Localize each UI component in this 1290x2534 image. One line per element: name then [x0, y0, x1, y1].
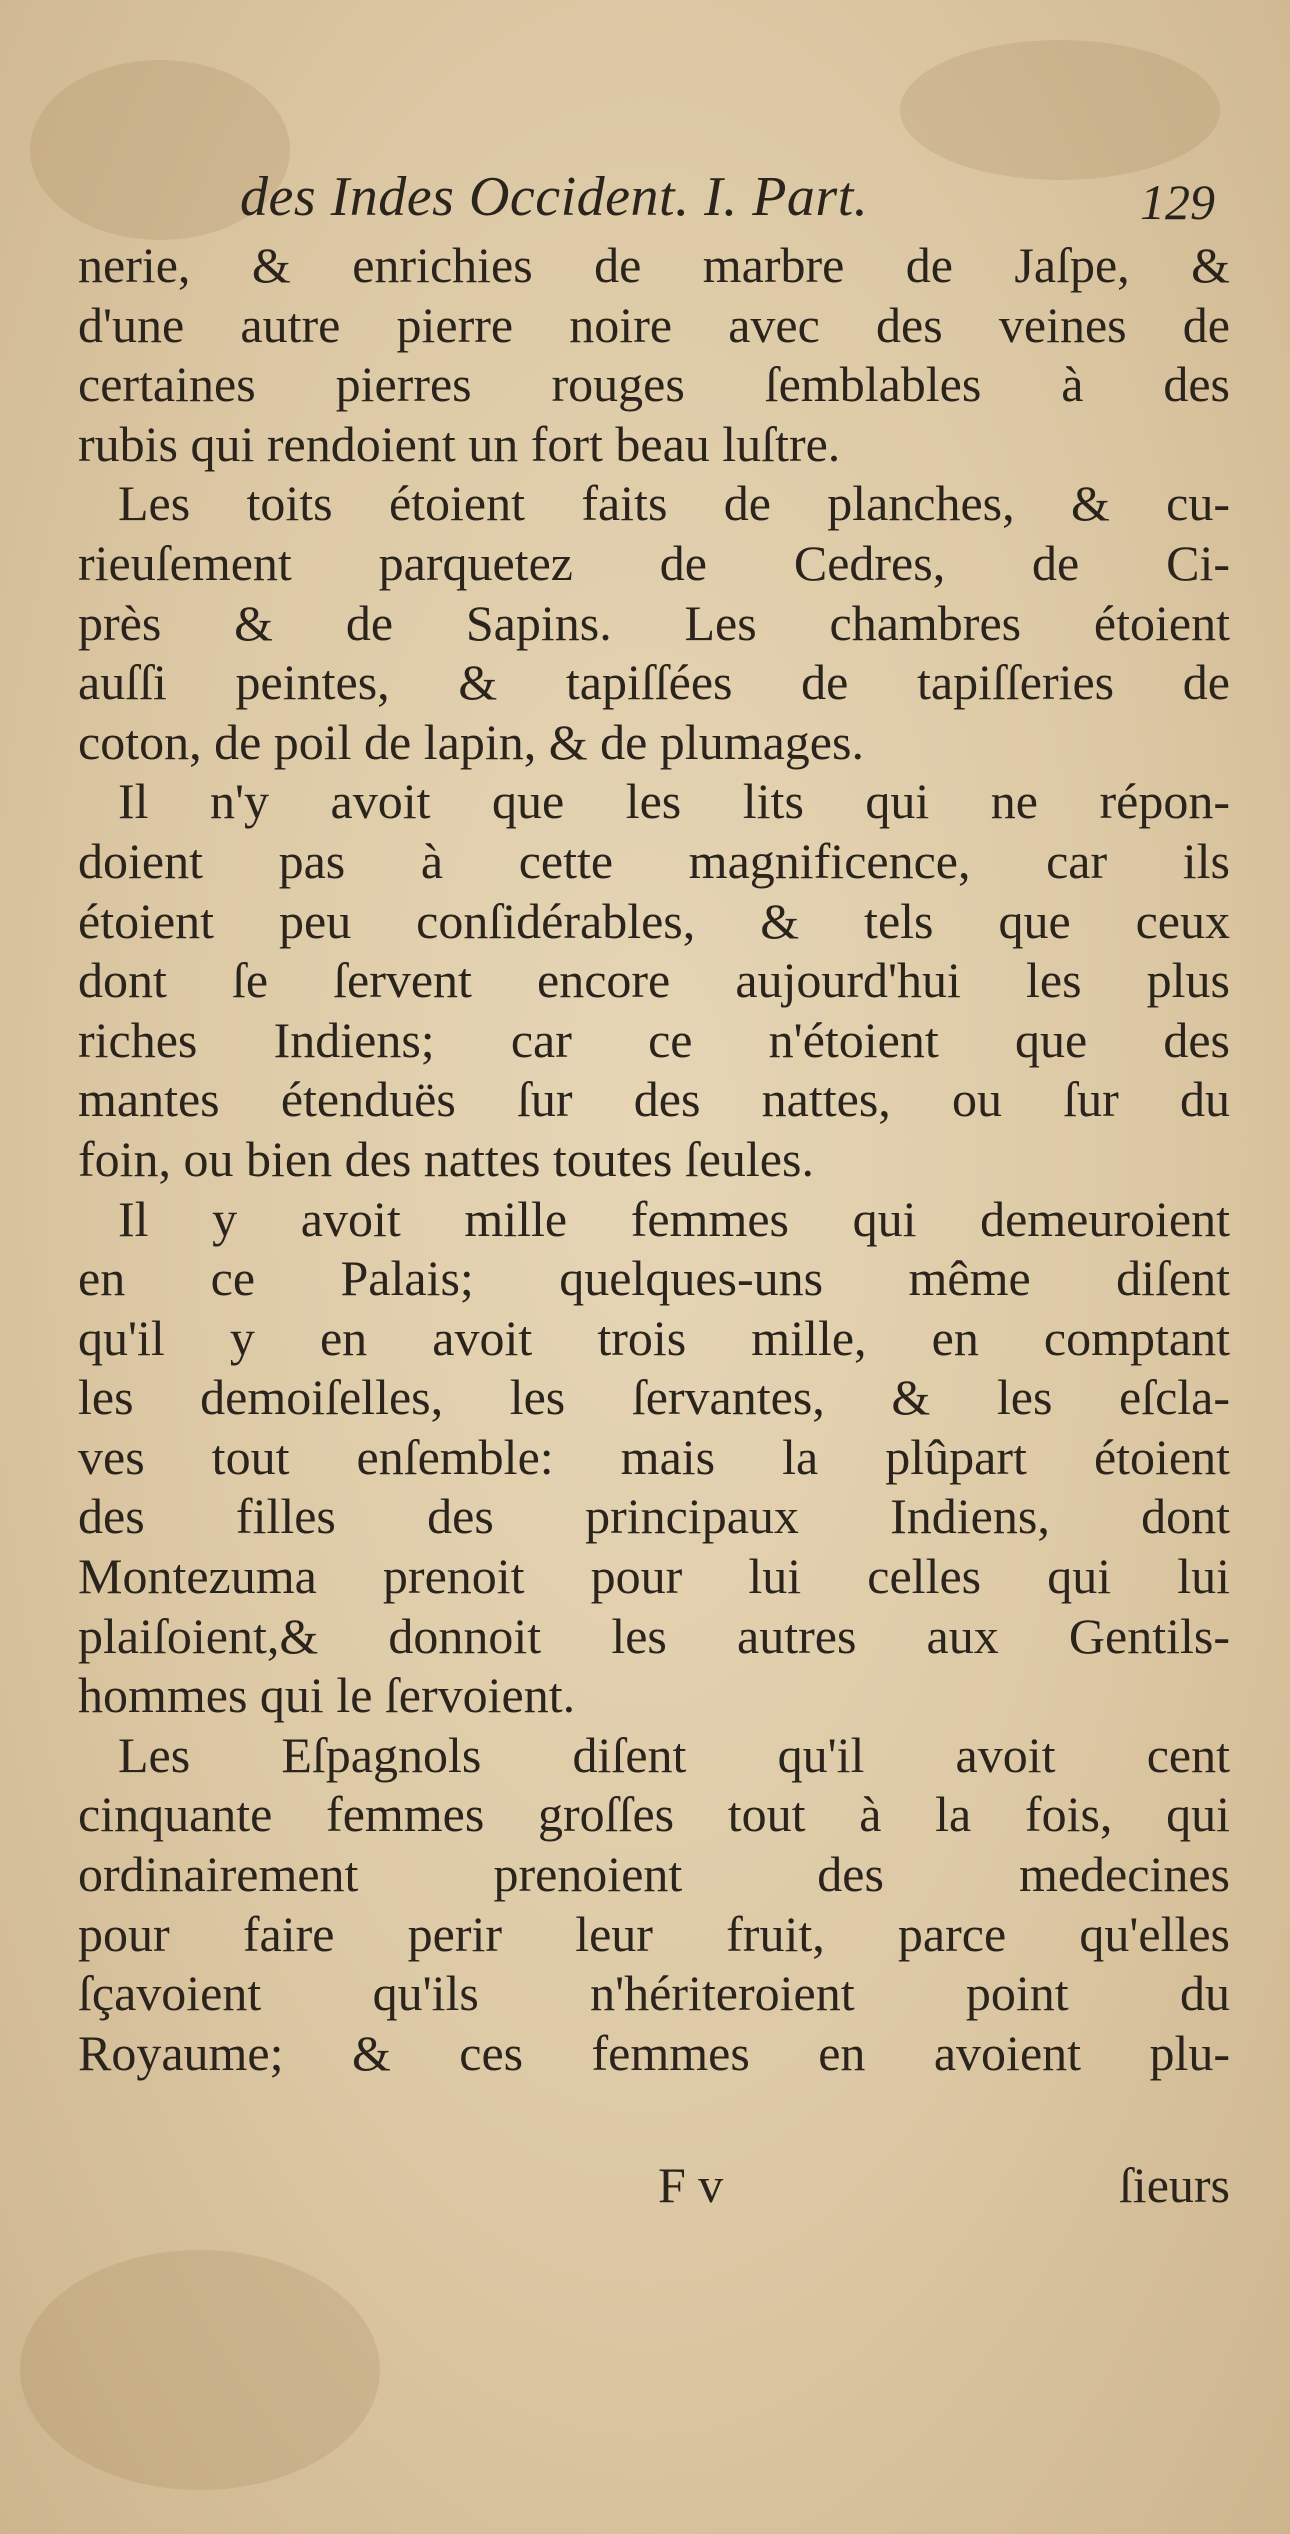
text-line: dont ſe ſervent encore aujourd'hui les plus: [78, 952, 1230, 1009]
text-line: ordinairement prenoient des medecines: [78, 1846, 1230, 1903]
text-line: pour faire perir leur fruit, parce qu'elles: [78, 1905, 1230, 1962]
text-line: en ce Palais; quelques-uns même diſent: [78, 1250, 1230, 1307]
text-line: qu'il y en avoit trois mille, en comptant: [78, 1309, 1230, 1366]
text-line: les demoiſelles, les ſervantes, & les eſcla-: [78, 1369, 1230, 1426]
paper-stain: [20, 2250, 380, 2490]
text-line: ves tout enſemble: mais la plûpart étoient: [78, 1428, 1230, 1485]
text-line: hommes qui le ſervoient.: [78, 1667, 576, 1724]
text-line: riches Indiens; car ce n'étoient que des: [78, 1011, 1230, 1068]
signature-mark: F v: [658, 2157, 724, 2213]
paper-stain: [900, 40, 1220, 180]
text-line: plaiſoient,& donnoit les autres aux Gentils-: [78, 1607, 1230, 1664]
text-line: auſſi peintes, & tapiſſées de tapiſſeries de: [78, 654, 1230, 711]
text-line: certaines pierres rouges ſemblables à des: [78, 356, 1230, 413]
body-text: [78, 236, 1230, 2083]
text-line: foin, ou bien des nattes toutes ſeules.: [78, 1130, 814, 1187]
text-line: nerie, & enrichies de marbre de Jaſpe, &: [78, 237, 1230, 293]
text-line: rubis qui rendoient un fort beau luſtre.: [78, 415, 841, 472]
text-line: ſçavoient qu'ils n'hériteroient point du: [78, 1965, 1230, 2022]
page-number: 129: [1140, 174, 1215, 230]
running-head-title: des Indes Occident. I. Part.: [240, 166, 869, 228]
text-line: des filles des principaux Indiens, dont: [78, 1488, 1230, 1545]
text-line: près & de Sapins. Les chambres étoient: [78, 594, 1230, 651]
running-head: [70, 165, 1230, 235]
text-line: Les toits étoient faits de planches, & cu-: [118, 475, 1230, 532]
text-line: Montezuma prenoit pour lui celles qui lui: [78, 1548, 1230, 1605]
text-line: coton, de poil de lapin, & de plumages.: [78, 713, 864, 770]
text-line: Les Eſpagnols diſent qu'il avoit cent: [118, 1726, 1230, 1783]
page-footer: [78, 2156, 1230, 2218]
text-line: Royaume; & ces femmes en avoient plu-: [78, 2024, 1230, 2081]
text-line: étoient peu conſidérables, & tels que ceux: [78, 892, 1230, 949]
text-line: d'une autre pierre noire avec des veines de: [78, 296, 1230, 353]
text-line: rieuſement parquetez de Cedres, de Ci-: [78, 534, 1230, 591]
text-line: cinquante femmes groſſes tout à la fois, qui: [78, 1786, 1230, 1843]
catchword: ſieurs: [1118, 2157, 1230, 2213]
text-line: doient pas à cette magnificence, car ils: [78, 832, 1230, 889]
text-line: mantes étenduës ſur des nattes, ou ſur du: [78, 1071, 1230, 1128]
text-line: Il y avoit mille femmes qui demeuroient: [118, 1190, 1230, 1247]
text-line: Il n'y avoit que les lits qui ne répon-: [118, 773, 1230, 830]
